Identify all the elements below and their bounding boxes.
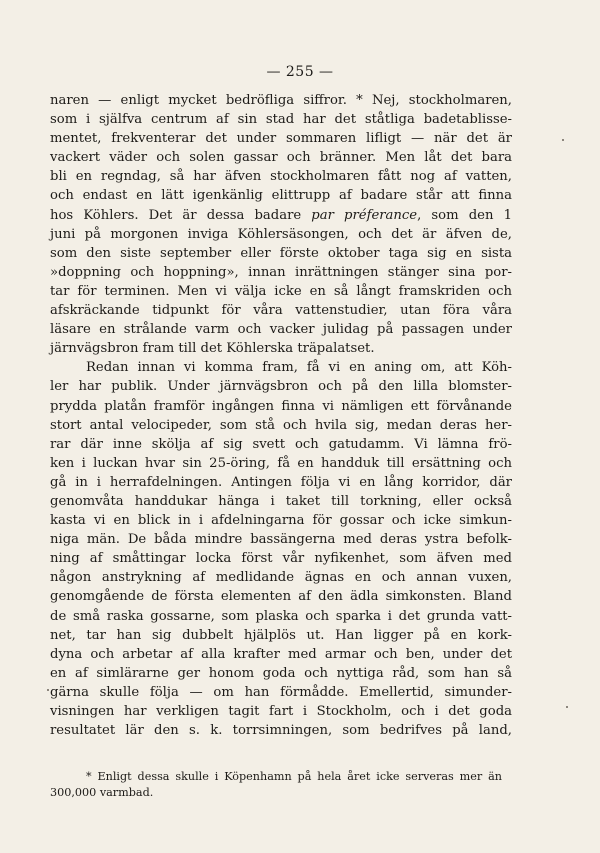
paper-speck	[47, 689, 49, 691]
italic-phrase: par préferance	[311, 207, 418, 223]
text-line: vackert väder och solen gassar och bränner. Men låt det bara	[50, 150, 512, 166]
text-line: som i själfva centrum af sin stad har det ståtliga badetablisse-	[50, 112, 512, 128]
text-line: net, tar han sig dubbelt hjälplös ut. Han ligger på en kork-	[50, 627, 512, 643]
text-segment: hos Köhlers. Det är dessa badare	[50, 207, 312, 223]
body-text	[50, 91, 512, 740]
text-line: kasta vi en blick in i afdelningarna för gossar och icke simkun-	[50, 513, 512, 529]
text-line-with-italic	[50, 206, 512, 225]
text-line: gärna skulle följa — om han förmådde. Emellertid, simunder-	[50, 684, 512, 700]
text-line: någon anstrykning af medlidande ägnas en och annan vuxen,	[50, 570, 512, 586]
text-line: stort antal velocipeder, som stå och hvila sig, medan deras her-	[50, 417, 512, 433]
text-line: Redan innan vi komma fram, få vi en aning om, att Köh-	[86, 360, 512, 376]
text-line: som den siste september eller förste oktober taga sig en sista	[50, 245, 512, 261]
text-line: naren — enligt mycket bedröfliga siffror. * Nej, stockholmaren,	[50, 93, 512, 108]
text-line: gå in i herrafdelningen. Antingen följa vi en lång korridor, där	[50, 474, 512, 490]
text-line: mentet, frekventerar det under sommaren lifligt — när det är	[50, 131, 512, 147]
text-line: bli en regndag, så har äfven stockholmaren fått nog af vatten,	[50, 169, 512, 185]
footnote-line: 300,000 varmbad.	[50, 785, 154, 799]
paper-speck	[562, 139, 564, 141]
text-line: och endast en lätt igenkänlig elittrupp af badare står att finna	[50, 188, 512, 204]
text-segment: , som den 1	[417, 207, 512, 223]
text-line: dyna och arbetar af alla krafter med armar och ben, under det	[50, 646, 512, 662]
footnote-line: * Enligt dessa skulle i Köpenhamn på hela året icke serveras mer än	[86, 770, 502, 783]
text-line: järnvägsbron fram till det Köhlerska träpalatset.	[50, 341, 375, 357]
footnote	[50, 769, 502, 800]
text-line: genomgående de första elementen af den ädla simkonsten. Bland	[50, 589, 512, 605]
paper-speck	[566, 706, 568, 708]
text-line: ning af småttingar locka först vår nyfikenhet, som äfven med	[50, 551, 512, 567]
text-line: genomvåta handdukar hänga i taket till torkning, eller också	[50, 493, 512, 509]
text-line: läsare en strålande varm och vacker julidag på passagen under	[50, 322, 512, 338]
text-line: rar där inne skölja af sig svett och gatudamm. Vi lämna frö-	[50, 436, 512, 452]
text-line: resultatet lär den s. k. torrsimningen, som bedrifves på land,	[50, 723, 512, 739]
text-line: visningen har verkligen tagit fart i Stockholm, och i det goda	[50, 704, 512, 719]
page-number: — 255 —	[266, 64, 334, 80]
text-line: »doppning och hoppning», innan inrättningen stänger sina por-	[50, 264, 512, 280]
text-line: niga män. De båda mindre bassängerna med deras ystra befolk-	[50, 532, 512, 548]
paragraph-1	[50, 91, 512, 358]
text-line: en af simlärarne ger honom goda och nyttiga råd, som han så	[50, 665, 512, 681]
text-line: prydda platån framför ingången finna vi nämligen ett förvånande	[50, 398, 512, 414]
paragraph-2	[50, 358, 512, 740]
text-line: afskräckande tidpunkt för våra vattenstudier, utan föra våra	[50, 303, 512, 319]
text-line: ler har publik. Under järnvägsbron och på den lilla blomster-	[50, 379, 512, 395]
text-line: tar för terminen. Men vi välja icke en så långt framskriden och	[50, 283, 512, 299]
text-line: juni på morgonen inviga Köhlersäsongen, och det är äfven de,	[50, 226, 512, 242]
text-line: ken i luckan hvar sin 25-öring, få en handduk till ersättning och	[50, 455, 512, 471]
text-line: de små raska gossarne, som plaska och sparka i det grunda vatt-	[50, 608, 512, 624]
